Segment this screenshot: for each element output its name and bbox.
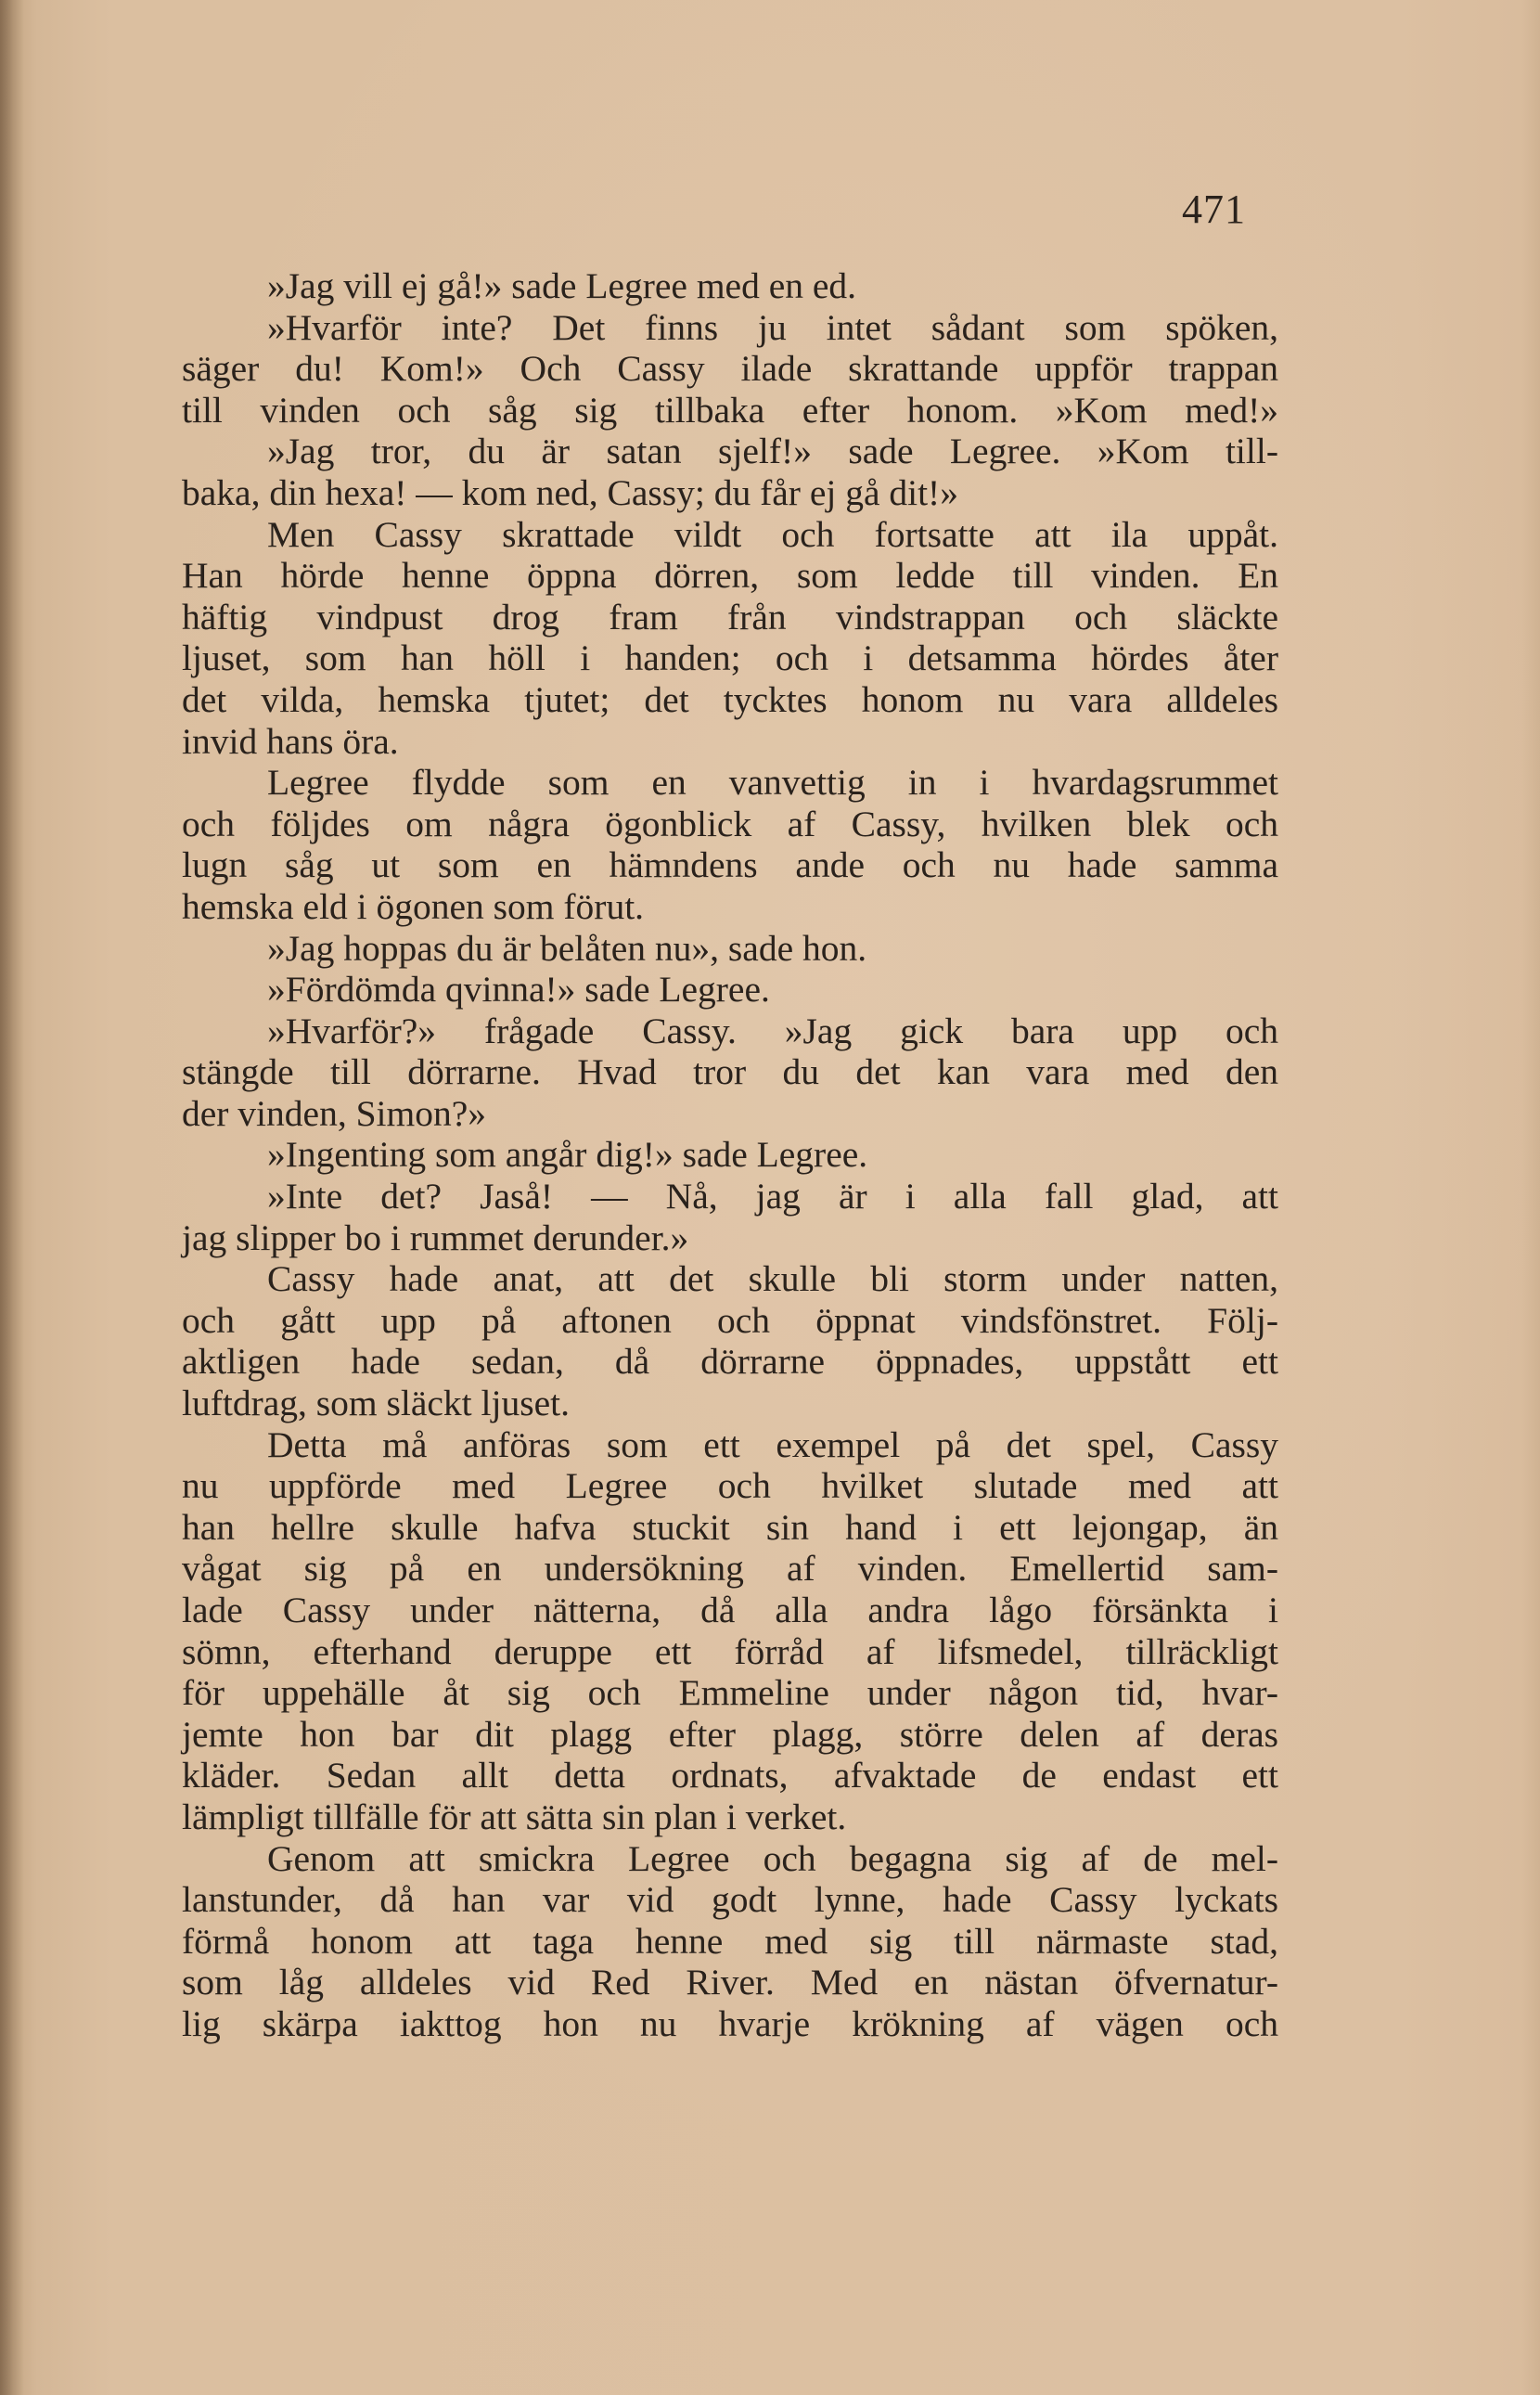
text-line: lanstunder, då han var vid godt lynne, hade Cassy lyckats [182,1879,1278,1921]
text-line: till vinden och såg sig tillbaka efter honom. »Kom med!» [182,389,1278,431]
text-line: det vilda, hemska tjutet; det tycktes honom nu vara alldeles [182,678,1278,720]
text-line: som låg alldeles vid Red River. Med en nästan öfvernatur- [182,1962,1278,2003]
text-line: jemte hon bar dit plagg efter plagg, större delen af deras [182,1713,1278,1755]
page-number: 471 [1182,187,1246,232]
text-line: Genom att smickra Legree och begagna sig af de mel- [267,1837,1278,1879]
text-line: hemska eld i ögonen som förut. [182,885,645,927]
text-line: stängde till dörrarne. Hvad tror du det kan vara med den [182,1051,1278,1093]
text-line: der vinden, Simon?» [182,1092,487,1134]
text-line: aktligen hade sedan, då dörrarne öppnades, uppstått ett [182,1341,1278,1383]
text-line: för uppehälle åt sig och Emmeline under någon tid, hvar- [182,1672,1278,1714]
text-line: Detta må anföras som ett exempel på det spel, Cassy [267,1423,1278,1465]
text-line: lade Cassy under nätterna, då alla andra lågo försänkta i [182,1590,1278,1630]
text-line: »Jag tror, du är satan sjelf!» sade Legree. »Kom till- [267,431,1278,472]
text-line: Men Cassy skrattade vildt och fortsatte att ila uppåt. [267,513,1278,555]
text-line: baka, din hexa! — kom ned, Cassy; du får ej gå dit!» [182,471,958,513]
text-line: luftdrag, som släckt ljuset. [182,1383,570,1424]
text-line: häftig vindpust drog fram från vindstrappan och släckte [182,596,1278,637]
text-line: och följdes om några ögonblick af Cassy, hvilken blek och [182,803,1278,844]
text-line: förmå honom att taga henne med sig till närmaste stad, [182,1920,1278,1962]
text-line: ljuset, som han höll i handen; och i detsamma hördes åter [182,637,1278,679]
text-line: »Jag hoppas du är belåten nu», sade hon. [267,927,867,969]
book-spine-shadow [0,0,24,2395]
text-line: Cassy hade anat, att det skulle bli storm under natten, [267,1258,1278,1300]
text-line: lugn såg ut som en hämndens ande och nu hade samma [182,844,1278,886]
text-line: lämpligt tillfälle för att sätta sin plan i verket. [182,1796,847,1837]
text-line: kläder. Sedan allt detta ordnats, afvaktade de endast ett [182,1755,1278,1796]
text-line: och gått upp på aftonen och öppnat vindsfönstret. Följ- [182,1299,1278,1341]
text-line: »Inte det? Jaså! — Nå, jag är i alla fall glad, att [267,1176,1278,1217]
text-line: Han hörde henne öppna dörren, som ledde till vinden. En [182,555,1278,597]
text-line: »Ingenting som angår dig!» sade Legree. [267,1134,868,1176]
text-line: invid hans öra. [182,720,399,762]
text-line: Legree flydde som en vanvettig in i hvardagsrummet [267,762,1278,804]
text-line: lig skärpa iakttog hon nu hvarje krökning af vägen och [182,2002,1278,2044]
text-line: sömn, efterhand deruppe ett förråd af lifsmedel, tillräckligt [182,1630,1278,1672]
text-line: nu uppförde med Legree och hvilket slutade med att [182,1465,1278,1507]
text-line: säger du! Kom!» Och Cassy ilade skrattande uppför trappan [182,348,1278,390]
text-line: han hellre skulle hafva stuckit sin hand i ett lejongap, än [182,1506,1278,1548]
text-line: »Hvarför inte? Det finns ju intet sådant som spöken, [267,306,1278,348]
body-text [182,265,1278,2045]
text-line: jag slipper bo i rummet derunder.» [182,1217,689,1258]
text-line: »Fördömda qvinna!» sade Legree. [267,969,770,1011]
text-line: vågat sig på en undersökning af vinden. Emellertid sam- [182,1548,1278,1590]
text-line: »Hvarför?» frågade Cassy. »Jag gick bara upp och [267,1010,1278,1051]
text-line: »Jag vill ej gå!» sade Legree med en ed. [267,265,857,306]
